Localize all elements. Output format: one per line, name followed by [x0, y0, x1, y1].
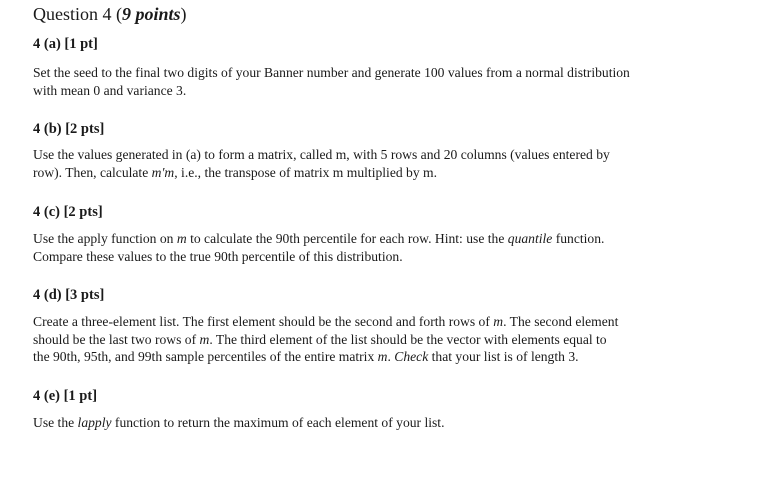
part-d-math-m-2: m	[199, 331, 210, 347]
question-points: 9 points	[122, 4, 181, 24]
part-d-text	[33, 313, 738, 366]
part-e-text	[33, 414, 738, 432]
part-e-em-lapply: lapply	[77, 415, 112, 430]
part-a-text	[33, 64, 738, 99]
part-d-line-3-end: that your list is of length 3.	[428, 349, 579, 364]
part-c-line-1-start: Use the apply function on	[33, 231, 177, 246]
part-d-line-2-end: . The third element of the list should be the vector with elements equal to	[209, 331, 607, 347]
part-d-math-m-3: m	[377, 349, 388, 364]
part-b-text	[33, 146, 738, 181]
part-d-line-1-end: . The second element	[503, 314, 619, 329]
part-b-line-1: Use the values generated in (a) to form a matrix, called m, with 5 rows and 20 columns (values entered by	[33, 147, 610, 162]
part-e-line-1	[33, 414, 738, 432]
part-b-math-mtm: m′m	[151, 164, 175, 180]
part-c-math-m: m	[176, 231, 187, 246]
part-c-text	[33, 230, 738, 265]
part-d-em-check: Check	[394, 349, 429, 364]
part-d-heading: 4 (d) [3 pts]	[33, 287, 105, 303]
part-d-line-3-sep: .	[387, 349, 395, 364]
part-c-line-1-mid: to calculate the 90th percentile for each row. Hint: use the	[186, 231, 508, 246]
part-d-line-1	[33, 313, 738, 331]
part-b-line-2-end: , i.e., the transpose of matrix m multiplied by m.	[174, 164, 438, 180]
part-e-heading: 4 (e) [1 pt]	[33, 388, 98, 404]
part-a-line-1: Set the seed to the final two digits of your Banner number and generate 100 values from a normal distribution	[33, 65, 630, 80]
part-c-line-1-end: function.	[552, 231, 605, 246]
part-e-line-1-end: function to return the maximum of each element of your list.	[111, 415, 445, 430]
part-b-heading: 4 (b) [2 pts]	[33, 121, 105, 137]
part-c-line-2: Compare these values to the true 90th percentile of this distribution.	[33, 248, 403, 264]
part-a-heading: 4 (a) [1 pt]	[33, 36, 98, 52]
part-b-line-2-start: row). Then, calculate	[33, 164, 152, 180]
part-c-em-quantile: quantile	[507, 231, 553, 246]
question-title-suffix: )	[180, 4, 187, 24]
part-e-line-1-start: Use the	[33, 415, 78, 430]
part-d-line-3	[33, 348, 738, 366]
part-d-line-3-start: the 90th, 95th, and 99th sample percentiles of the entire matrix	[33, 349, 378, 364]
part-d-line-2-start: should be the last two rows of	[33, 331, 200, 347]
part-d-line-1-start: Create a three-element list. The first element should be the second and forth rows of	[33, 314, 494, 329]
question-title	[33, 4, 187, 25]
part-b-line-2	[33, 164, 738, 182]
part-d-line-2	[33, 331, 738, 349]
part-a-line-2: with mean 0 and variance 3.	[33, 82, 187, 98]
part-c-line-1	[33, 230, 738, 248]
part-d-math-m-1: m	[493, 314, 504, 329]
question-title-prefix: Question 4 (	[33, 4, 122, 24]
part-c-heading: 4 (c) [2 pts]	[33, 204, 103, 220]
